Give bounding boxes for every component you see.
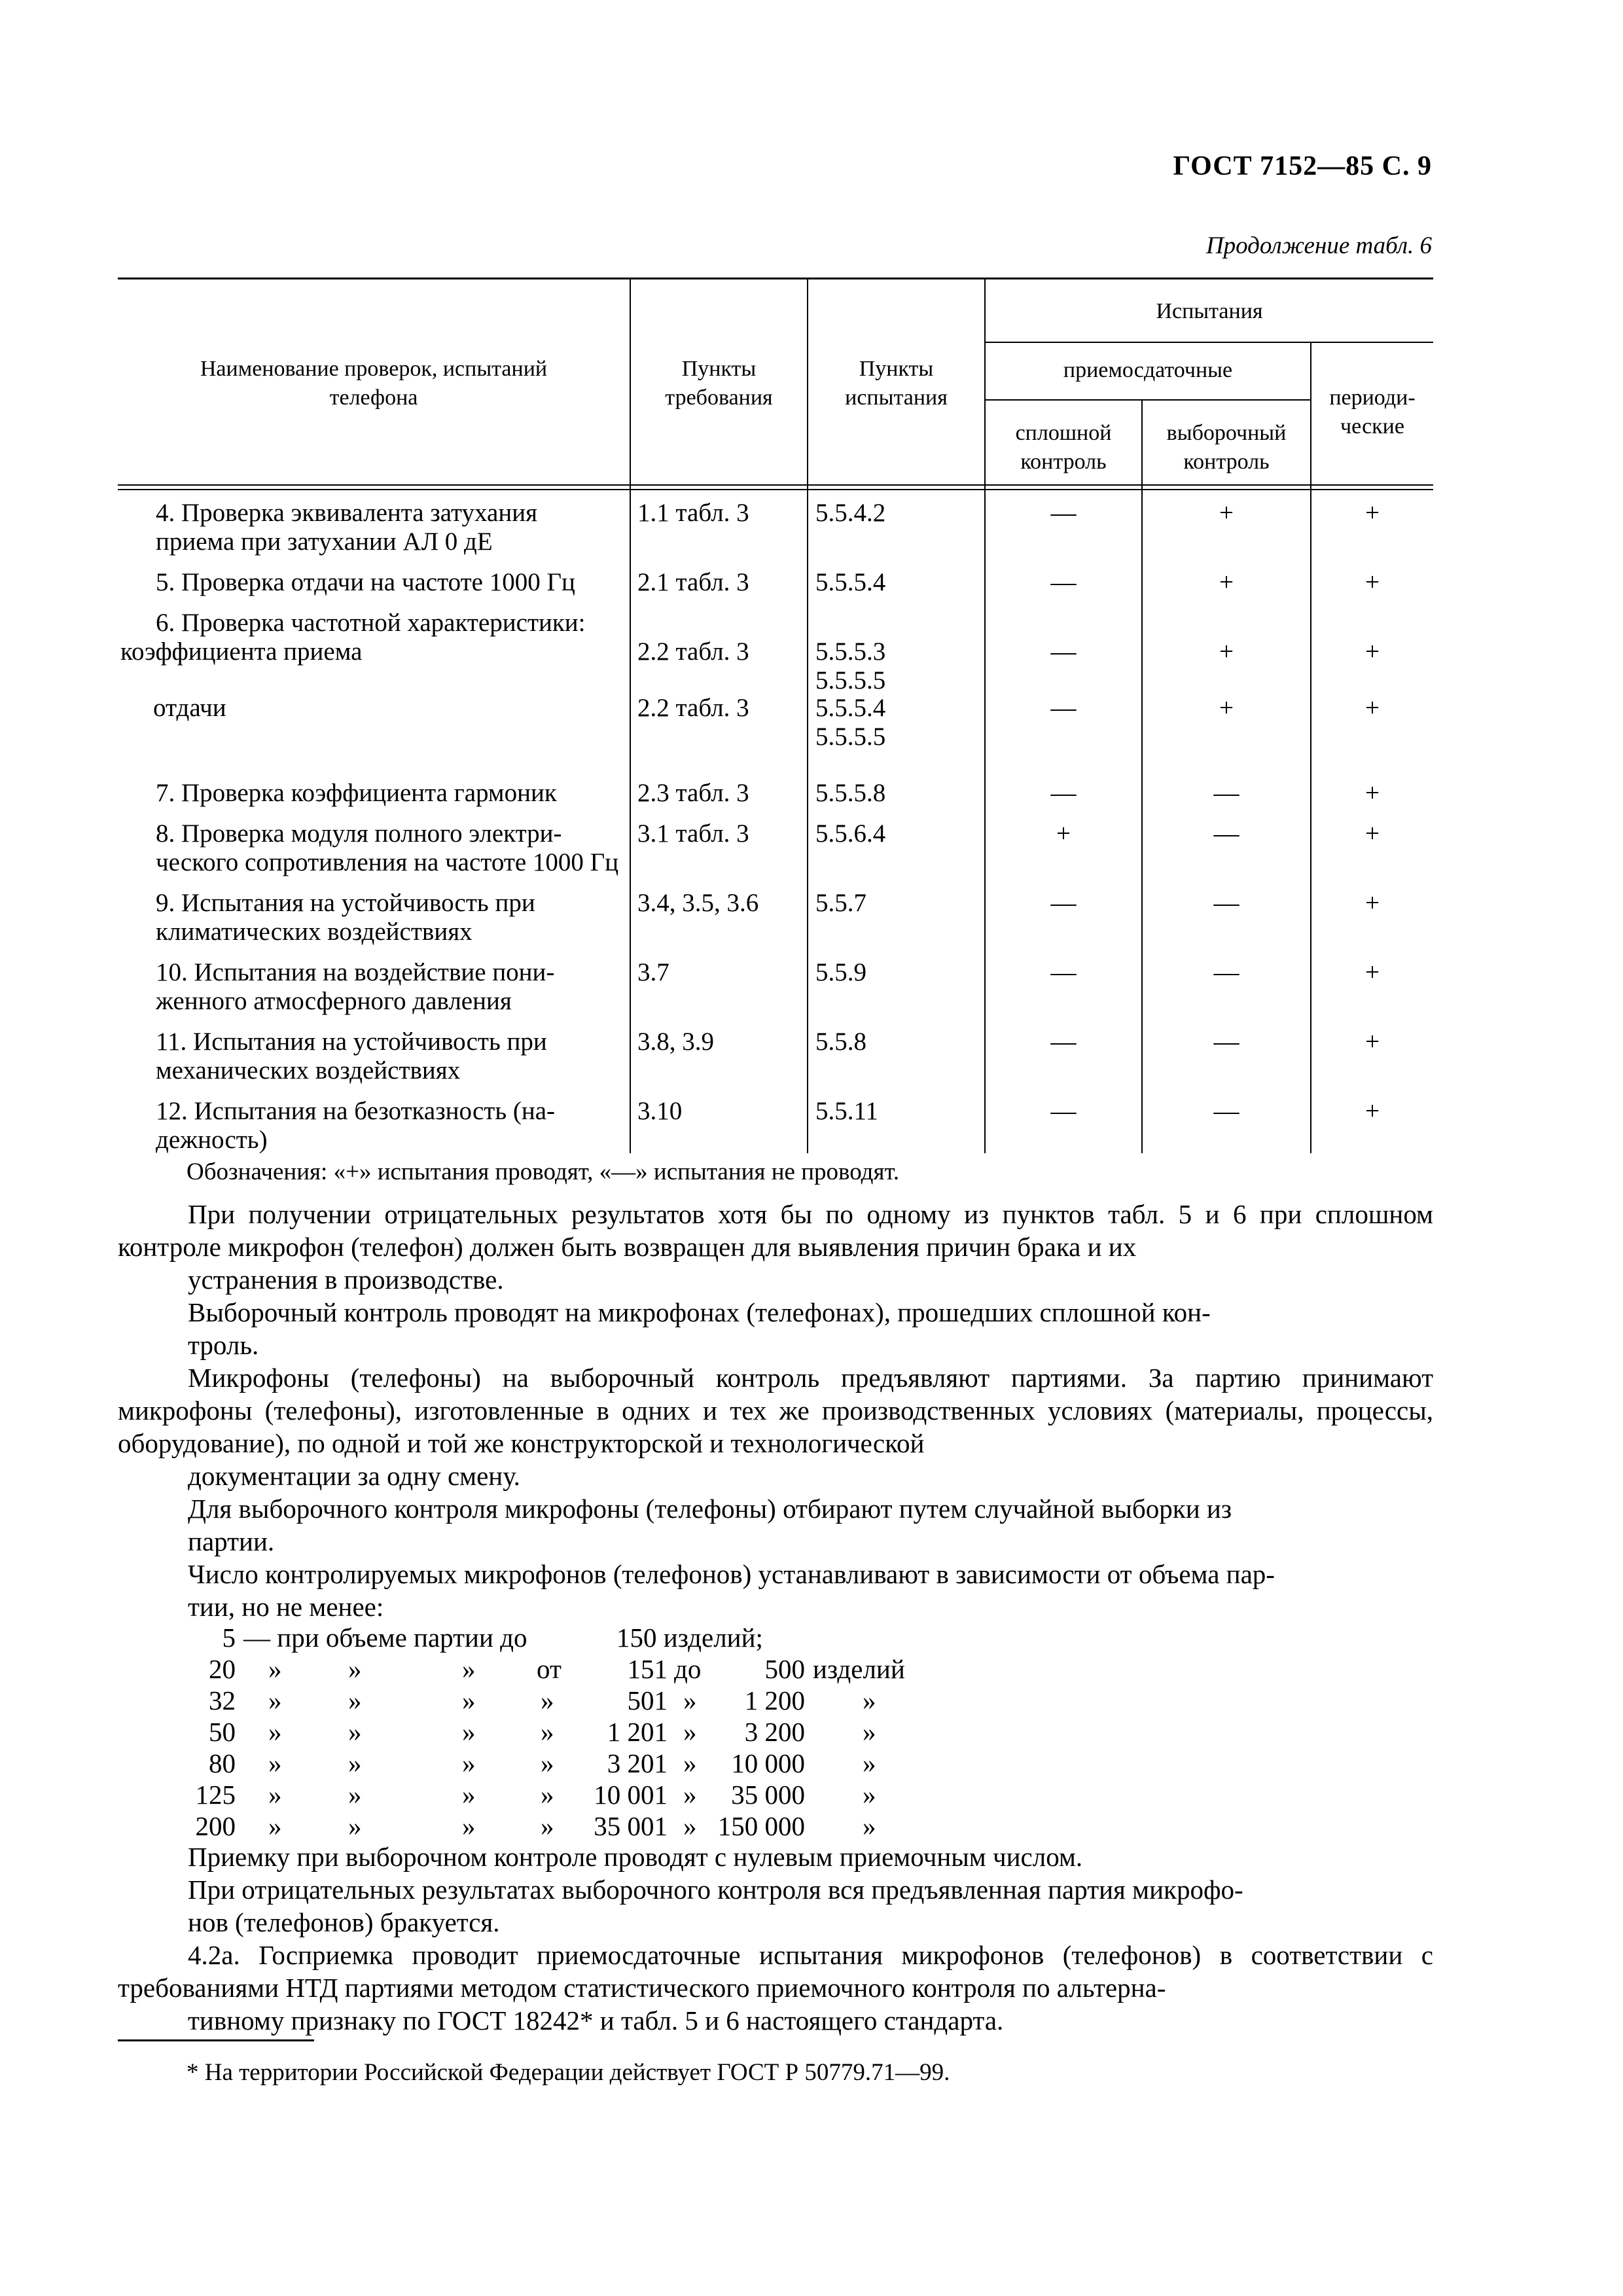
footnote: * На территории Российской Федерации действует ГОСТ Р 50779.71—99. (187, 2059, 950, 2086)
row-requirement: 2.1 табл. 3 (637, 568, 749, 596)
header-tests: Испытания (1156, 299, 1263, 323)
row-sampling: — (1213, 889, 1240, 917)
row-name: 9. Испытания на устойчивость при климатических воздействиях (156, 889, 535, 946)
row-periodic: + (1365, 1097, 1380, 1125)
row-continuous: — (1050, 568, 1077, 596)
row-sampling: — (1213, 819, 1240, 848)
paragraph-4-2a: 4.2а. Госприемка проводит приемосдаточные испытания микрофонов (телефонов) в соответствии с требованиями НТД партиями методом статистического приемочного контроля по альтерна- тивному признаку по ГОСТ 18242* и табл. 5 и 6 настоящего стандарта. (118, 1940, 1433, 2036)
row-test-point: 5.5.8 (815, 1028, 866, 1056)
row-sampling: + (1219, 499, 1234, 527)
row-requirement: 2.2 табл. 3 (637, 637, 749, 666)
row-requirement: 3.1 табл. 3 (637, 819, 749, 848)
header-continuous: сплошной контроль (1015, 421, 1112, 474)
row-test-point: 5.5.5.4 (815, 568, 886, 596)
row-name: отдачи (153, 694, 226, 722)
header-rule-tests (984, 342, 1433, 343)
row-requirement: 3.8, 3.9 (637, 1028, 714, 1056)
footnote-rule (118, 2039, 314, 2041)
row-sampling: — (1213, 1097, 1240, 1125)
row-continuous: — (1050, 694, 1077, 722)
row-name: 6. Проверка частотной характеристики: коэффициента приема (120, 609, 586, 666)
row-sampling: — (1213, 1028, 1240, 1056)
column-divider-4 (1141, 399, 1143, 1153)
row-name: 7. Проверка коэффициента гармоник (156, 779, 557, 807)
row-test-point: 5.5.5.8 (815, 779, 886, 807)
row-continuous: + (1056, 819, 1071, 848)
row-requirement: 1.1 табл. 3 (637, 499, 749, 527)
row-name: 11. Испытания на устойчивость при механических воздействиях (156, 1028, 547, 1085)
row-test-point: 5.5.9 (815, 958, 866, 986)
header-rule-acceptance (984, 399, 1310, 401)
row-periodic: + (1365, 958, 1380, 986)
header-acceptance: приемосдаточные (1063, 358, 1233, 382)
row-sampling: + (1219, 694, 1234, 722)
row-periodic: + (1365, 637, 1380, 666)
row-name: 12. Испытания на безотказность (на- дежность) (156, 1097, 556, 1154)
header-sampling: выборочный контроль (1166, 421, 1287, 474)
row-requirement: 3.10 (637, 1097, 683, 1125)
row-continuous: — (1050, 1028, 1077, 1056)
row-name: 8. Проверка модуля полного электри- ческого сопротивления на частоте 1000 Гц (156, 819, 619, 876)
header-requirements: Пункты требования (665, 357, 773, 410)
row-continuous: — (1050, 637, 1077, 666)
row-test-point: 5.5.11 (815, 1097, 879, 1125)
row-requirement: 3.7 (637, 958, 669, 986)
page-label: ГОСТ 7152—85 С. 9 (1173, 151, 1432, 181)
row-periodic: + (1365, 694, 1380, 722)
row-continuous: — (1050, 779, 1077, 807)
header-periodic: периоди- ческие (1329, 386, 1416, 439)
row-sampling: — (1213, 779, 1240, 807)
row-continuous: — (1050, 889, 1077, 917)
row-test-point: 5.5.5.3 5.5.5.5 (815, 637, 886, 694)
paragraph-sampling-control: Выборочный контроль проводят на микрофонах (телефонах), прошедших сплошной кон- троль. (188, 1297, 1211, 1360)
row-sampling: + (1219, 568, 1234, 596)
table-continuation-label: Продолжение табл. 6 (1205, 232, 1432, 259)
column-divider-5 (1310, 342, 1311, 1153)
row-periodic: + (1365, 889, 1380, 917)
paragraph-batch-rejected: При отрицательных результатах выборочного контроля вся предъявленная партия микрофо- нов (телефонов) бракуется. (188, 1874, 1243, 1937)
row-name: 10. Испытания на воздействие пони- женного атмосферного давления (156, 958, 555, 1015)
header-test-points: Пункты испытания (845, 357, 948, 410)
paragraph-sample-size: Число контролируемых микрофонов (телефонов) устанавливают в зависимости от объема пар- тии, но не менее: (188, 1559, 1275, 1622)
paragraph-random-selection: Для выборочного контроля микрофоны (телефоны) отбирают путем случайной выборки из партии. (188, 1494, 1232, 1556)
row-test-point: 5.5.5.4 5.5.5.5 (815, 694, 886, 751)
test-table (118, 278, 1433, 1153)
row-requirement: 2.3 табл. 3 (637, 779, 749, 807)
row-periodic: + (1365, 779, 1380, 807)
header-bottom-rule-2 (118, 489, 1433, 490)
table-top-rule (118, 278, 1433, 279)
table-legend-note: Обозначения: «+» испытания проводят, «—» испытания не проводят. (187, 1158, 900, 1185)
row-sampling: — (1213, 958, 1240, 986)
header-name: Наименование проверок, испытаний телефона (200, 357, 548, 410)
row-test-point: 5.5.7 (815, 889, 866, 917)
row-name: 4. Проверка эквивалента затухания приема при затухании АЛ 0 дЕ (156, 499, 538, 556)
row-continuous: — (1050, 958, 1077, 986)
row-test-point: 5.5.6.4 (815, 819, 886, 848)
paragraph-rejection: При получении отрицательных результатов хотя бы по одному из пунктов табл. 5 и 6 при сплошном контроле микрофон (телефон) должен быть возвращен для выявления причин брака и их устранения в производстве. (118, 1199, 1433, 1295)
row-periodic: + (1365, 499, 1380, 527)
row-test-point: 5.5.4.2 (815, 499, 886, 527)
paragraph-batches: Микрофоны (телефоны) на выборочный контроль предъявляют партиями. За партию принимают микрофоны (телефоны), изготовленные в одних и тех же производственных условиях (материалы, процессы, оборудование), по одной и той же конструкторской и технологической документации за одну смену. (118, 1363, 1433, 1491)
row-requirement: 2.2 табл. 3 (637, 694, 749, 722)
row-periodic: + (1365, 1028, 1380, 1056)
row-requirement: 3.4, 3.5, 3.6 (637, 889, 759, 917)
row-sampling: + (1219, 637, 1234, 666)
row-periodic: + (1365, 568, 1380, 596)
column-divider-3 (984, 278, 986, 1153)
row-continuous: — (1050, 1097, 1077, 1125)
row-periodic: + (1365, 819, 1380, 848)
row-continuous: — (1050, 499, 1077, 527)
header-bottom-rule (118, 484, 1433, 486)
paragraph-zero-acceptance: Приемку при выборочном контроле проводят с нулевым приемочным числом. (188, 1842, 1083, 1872)
row-name: 5. Проверка отдачи на частоте 1000 Гц (156, 568, 575, 596)
